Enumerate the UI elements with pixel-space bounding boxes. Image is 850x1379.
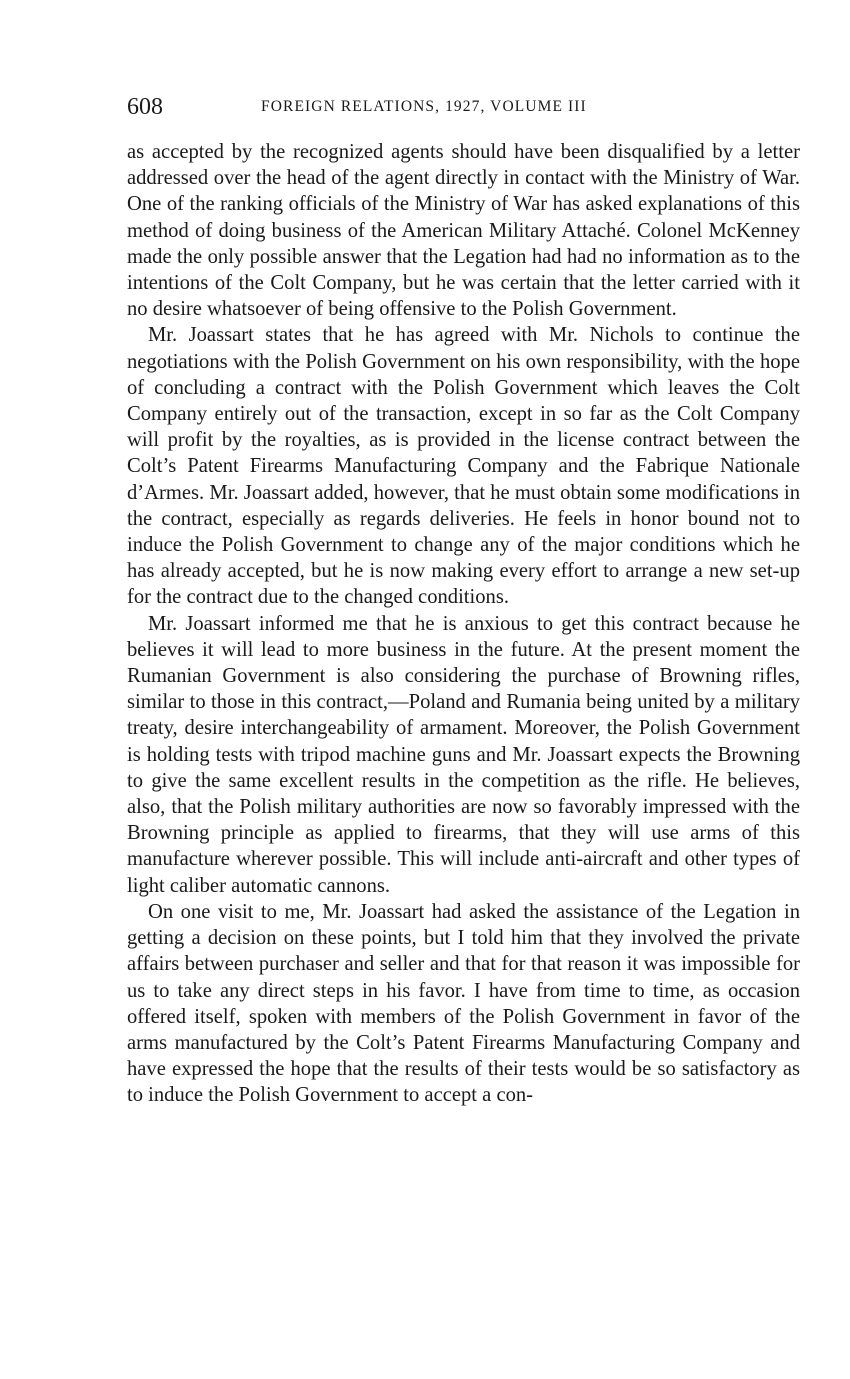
page-header bbox=[127, 92, 800, 122]
paragraph: Mr. Joassart informed me that he is anxious to get this contract because he believes it will lead to more business in the future. At the present moment the Rumanian Government is also considering the purchase of Browning rifles, similar to those in this contract,—Poland and Rumania being united by a military treaty, desire interchangeability of armament. Moreover, the Polish Government is holding tests with tripod machine guns and Mr. Joassart expects the Browning to give the same excellent results in the competition as the rifle. He believes, also, that the Polish military authorities are now so favorably impressed with the Browning principle as applied to firearms, that they will use arms of this manufacture wherever possible. This will include anti-aircraft and other types of light caliber automatic cannons. bbox=[127, 612, 800, 897]
page-number: 608 bbox=[127, 94, 163, 120]
running-head: FOREIGN RELATIONS, 1927, VOLUME III bbox=[261, 98, 587, 115]
paragraph: On one visit to me, Mr. Joassart had asked the assistance of the Legation in getting a decision on these points, but I told him that they involved the private affairs between purchaser and seller and that for that reason it was impossible for us to take any direct steps in his favor. I have from time to time, as occasion offered itself, spoken with members of the Polish Government in favor of the arms manufactured by the Colt’s Patent Firearms Manufacturing Company and have expressed the hope that the results of their tests would be so satisfactory as to induce the Polish Government to accept a con- bbox=[127, 900, 800, 1107]
body-text bbox=[127, 139, 800, 1109]
paragraph: Mr. Joassart states that he has agreed with Mr. Nichols to continue the negotiations with the Polish Government on his own responsibility, with the hope of concluding a contract with the Polish Government which leaves the Colt Company entirely out of the transaction, except in so far as the Colt Company will profit by the royalties, as is provided in the license contract between the Colt’s Patent Firearms Manufacturing Company and the Fabrique Nationale d’Armes. Mr. Joassart added, however, that he must obtain some modifications in the contract, especially as regards deliveries. He feels in honor bound not to induce the Polish Government to change any of the major conditions which he has already accepted, but he is now making every effort to arrange a new set-up for the contract due to the changed conditions. bbox=[127, 324, 800, 609]
paragraph-continued: as accepted by the recognized agents should have been disqualified by a letter addressed over the head of the agent directly in contact with the Ministry of War. One of the ranking officials of the Ministry of War has asked explanations of this method of doing business of the American Military Attaché. Colonel McKenney made the only possible answer that the Legation had had no information as to the intentions of the Colt Company, but he was certain that the letter carried with it no desire whatsoever of being offensive to the Polish Government. bbox=[127, 141, 800, 321]
